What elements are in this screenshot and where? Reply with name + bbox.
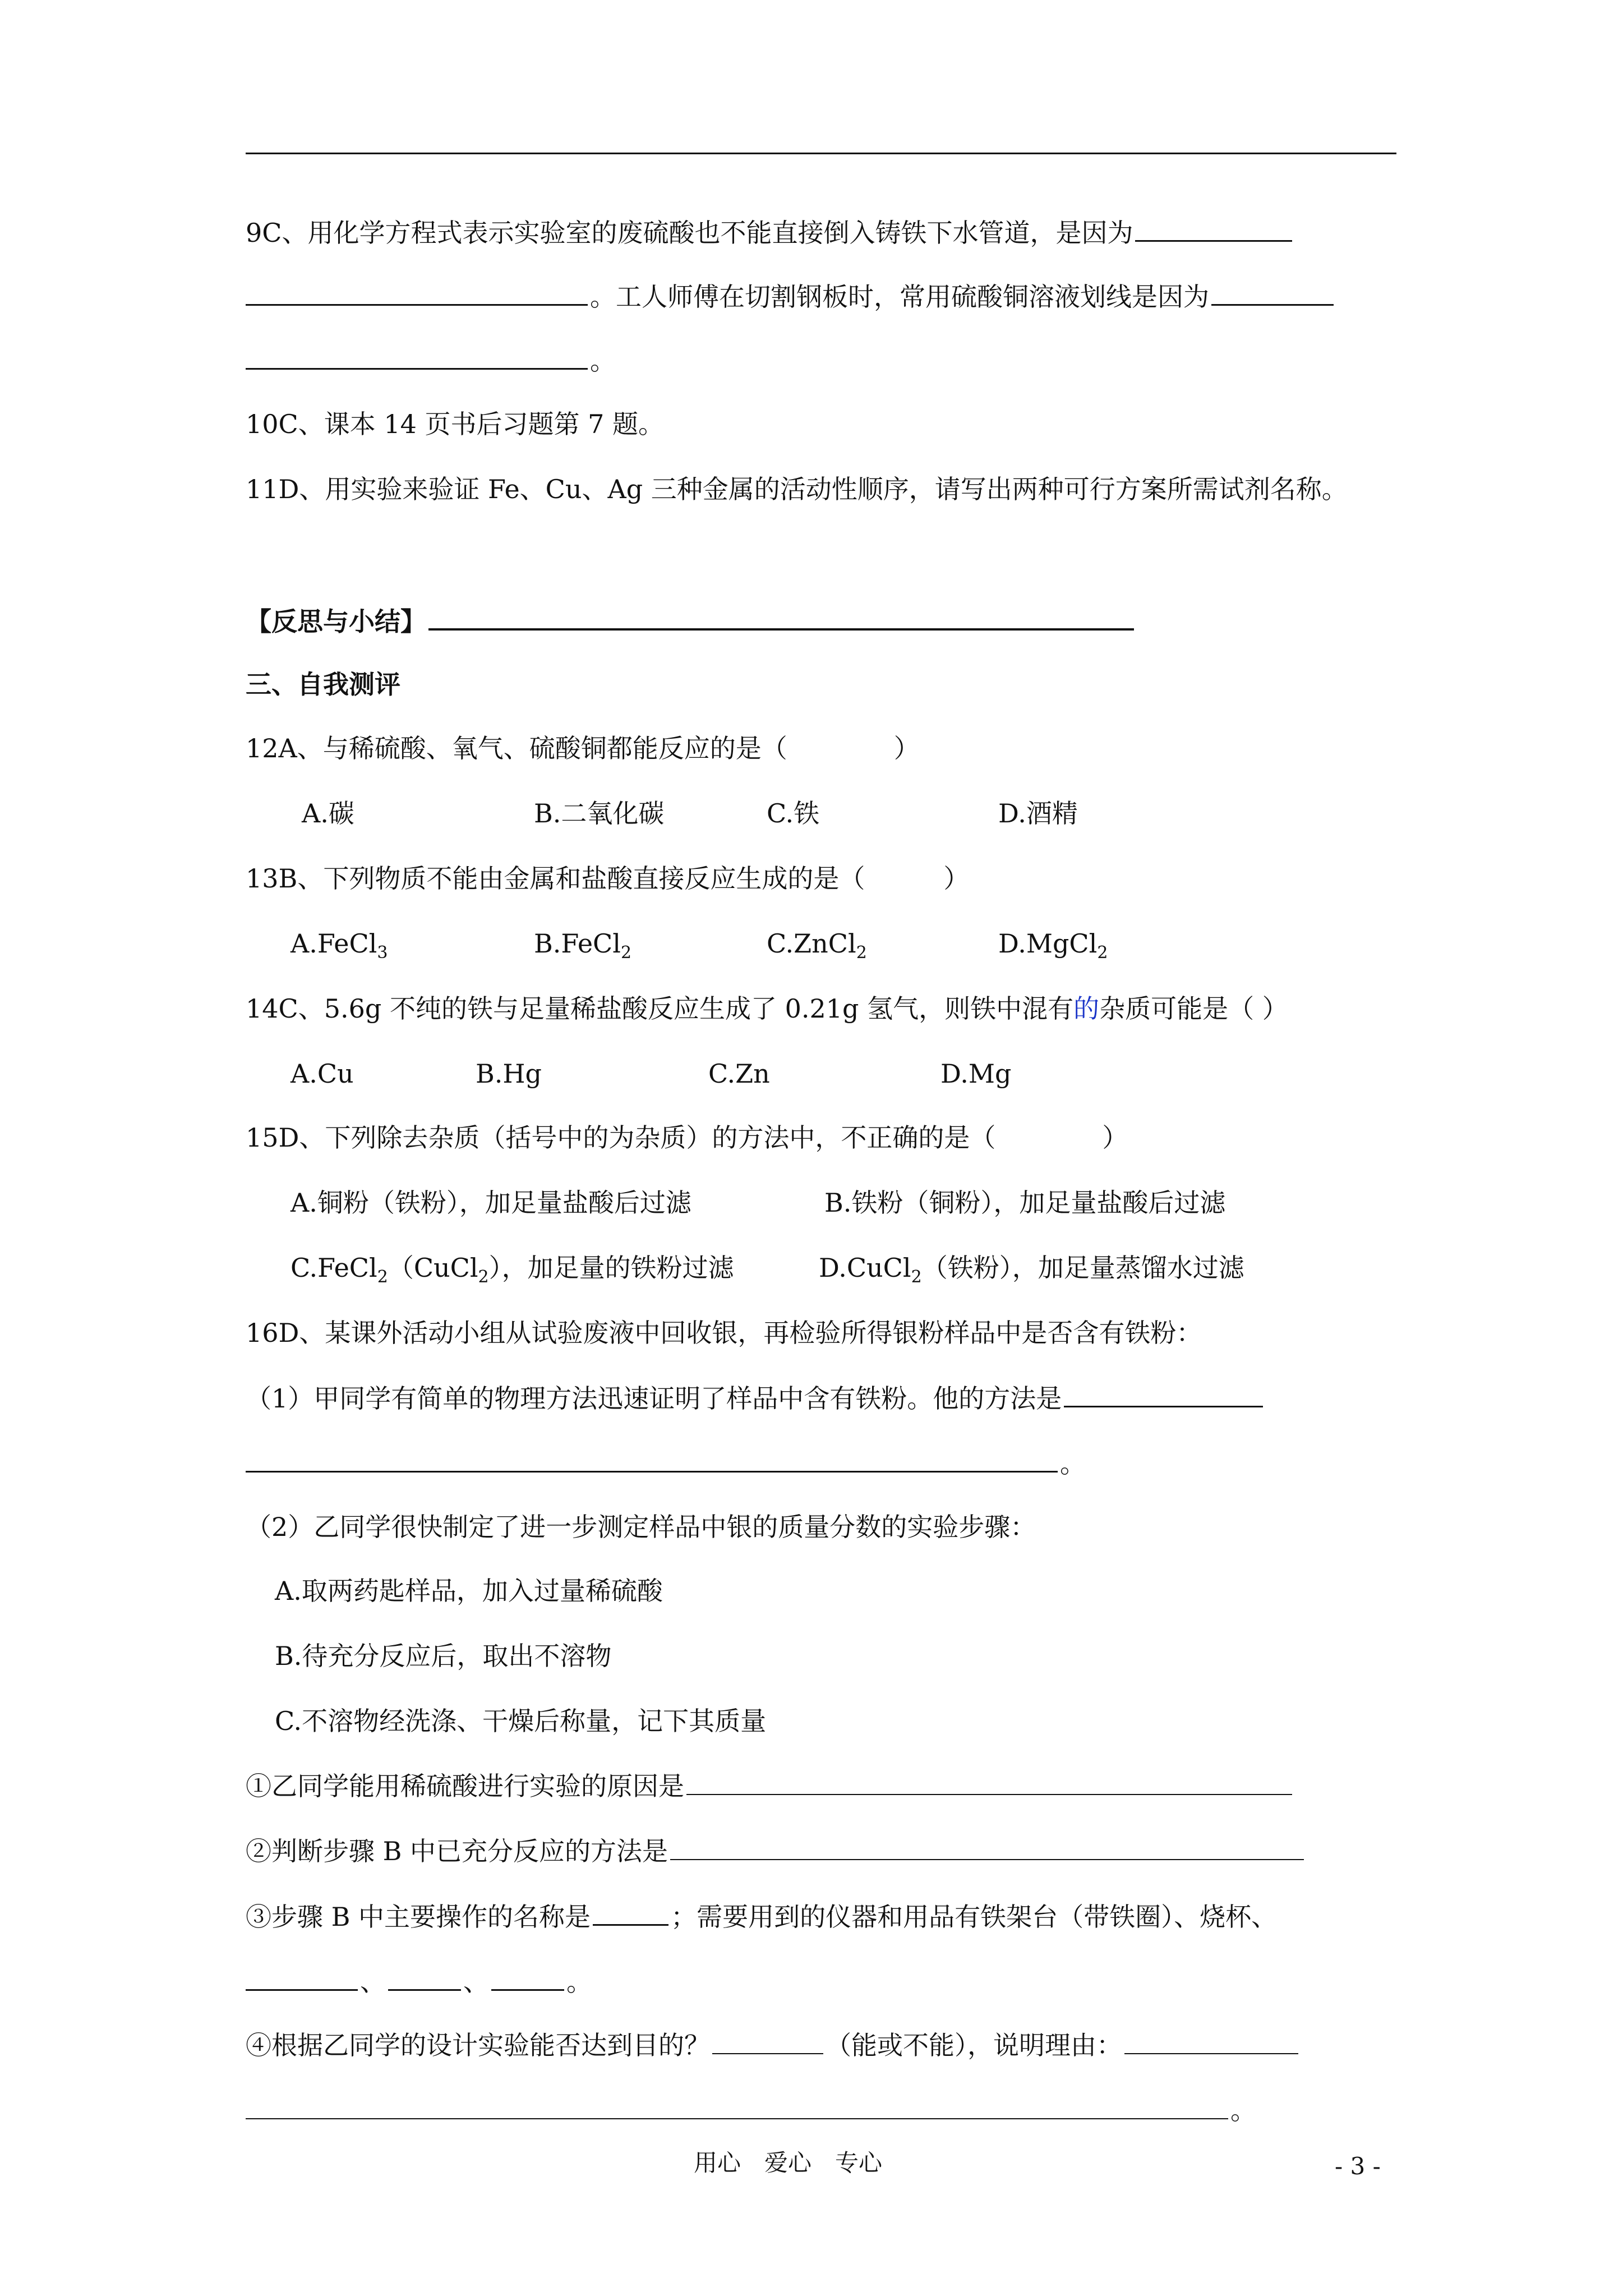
q16-sub1: ①乙同学能用稀硫酸进行实验的原因是 — [246, 1768, 1294, 1803]
q16-sub3-cont: 、 、 。 — [246, 1963, 592, 1999]
q15-option-b[interactable]: B.铁粉（铜粉），加足量盐酸后过滤 — [824, 1188, 1226, 1218]
q16-sub4: ④根据乙同学的设计实验能否达到目的？ （能或不能），说明理由： — [246, 2027, 1301, 2062]
q14-option-c[interactable]: C.Zn — [708, 1059, 770, 1089]
answer-blank[interactable] — [388, 1963, 461, 1991]
q15-option-d[interactable]: D.CuCl$_2$（铁粉），加足量蒸馏水过滤 — [819, 1253, 1244, 1287]
q12-stem: 12A、与稀硫酸、氧气、硫酸铜都能反应的是（ ） — [246, 733, 920, 763]
q9-line2: 。工人师傅在切割钢板时，常用硫酸铜溶液划线是因为 — [246, 278, 1336, 314]
answer-blank[interactable] — [246, 278, 588, 306]
section-3-heading: 三、自我测评 — [246, 669, 400, 700]
q12-option-c[interactable]: C.铁 — [767, 798, 820, 829]
q16-step-a: A.取两药匙样品，加入过量稀硫酸 — [275, 1576, 663, 1606]
answer-blank[interactable] — [1211, 278, 1334, 306]
answer-blank[interactable] — [593, 1898, 668, 1926]
q16-stem: 16D、某课外活动小组从试验废液中回收银，再检验所得银粉样品中是否含有铁粉： — [246, 1318, 1202, 1348]
answer-blank[interactable] — [246, 1963, 358, 1991]
q16-step-c: C.不溶物经洗涤、干燥后称量，记下其质量 — [275, 1706, 767, 1736]
q10: 10C、课本 14 页书后习题第 7 题。 — [246, 409, 665, 439]
answer-blank[interactable] — [1064, 1380, 1263, 1407]
q16-part2: （2）乙同学很快制定了进一步测定样品中银的质量分数的实验步骤： — [246, 1512, 1036, 1542]
answer-blank[interactable] — [686, 1768, 1292, 1795]
header-rule — [246, 153, 1396, 154]
q13-option-c[interactable]: C.ZnCl$_2$ — [767, 928, 867, 963]
answer-blank[interactable] — [246, 342, 588, 370]
q9-line1: 9C、用化学方程式表示实验室的废硫酸也不能直接倒入铸铁下水管道，是因为 — [246, 214, 1294, 250]
answer-blank[interactable] — [246, 1445, 1058, 1473]
reflection-blank[interactable] — [428, 602, 1134, 631]
q11: 11D、用实验来验证 Fe、Cu、Ag 三种金属的活动性顺序，请写出两种可行方案所需试剂名称。 — [246, 474, 1348, 504]
answer-blank[interactable] — [670, 1833, 1304, 1860]
answer-blank[interactable] — [712, 2027, 823, 2054]
q12-option-b[interactable]: B.二氧化碳 — [534, 798, 665, 829]
q15-stem: 15D、下列除去杂质（括号中的为杂质）的方法中，不正确的是（ ） — [246, 1122, 1128, 1153]
q13-option-d[interactable]: D.MgCl$_2$ — [998, 928, 1108, 963]
q14-stem: 14C、5.6g 不纯的铁与足量稀盐酸反应生成了 0.21g 氢气，则铁中混有的杂质可能是（ ） — [246, 993, 1288, 1024]
q13-stem: 13B、下列物质不能由金属和盐酸直接反应生成的是（ ） — [246, 863, 970, 894]
answer-blank[interactable] — [1124, 2027, 1298, 2054]
q16-step-b: B.待充分反应后，取出不溶物 — [275, 1641, 612, 1671]
q16-part1-cont: 。 — [246, 1445, 1086, 1480]
q16-part1: （1）甲同学有简单的物理方法迅速证明了样品中含有铁粉。他的方法是 — [246, 1380, 1265, 1415]
q14-option-a[interactable]: A.Cu — [291, 1059, 354, 1089]
answer-blank[interactable] — [491, 1963, 564, 1991]
answer-blank[interactable] — [1135, 214, 1292, 242]
q16-sub4-cont: 。 — [246, 2092, 1256, 2127]
q9-line3: 。 — [246, 342, 616, 378]
page-number: - 3 - — [1335, 2152, 1381, 2180]
q12-option-d[interactable]: D.酒精 — [998, 798, 1078, 829]
q13-option-b[interactable]: B.FeCl$_2$ — [534, 928, 632, 963]
q15-option-a[interactable]: A.铜粉（铁粉），加足量盐酸后过滤 — [291, 1188, 691, 1218]
q15-option-c[interactable]: C.FeCl$_2$（CuCl$_2$），加足量的铁粉过滤 — [291, 1253, 734, 1287]
reflection-heading: 【反思与小结】 — [246, 602, 1136, 638]
q16-sub2: ②判断步骤 B 中已充分反应的方法是 — [246, 1833, 1306, 1868]
q12-option-a[interactable]: A.碳 — [302, 798, 354, 829]
footer-motto: 用心 爱心 专心 — [694, 2149, 883, 2177]
q16-sub3: ③步骤 B 中主要操作的名称是 ；需要用到的仪器和用品有铁架台（带铁圈）、烧杯、 — [246, 1898, 1277, 1934]
q14-option-d[interactable]: D.Mg — [940, 1059, 1012, 1089]
answer-blank[interactable] — [246, 2092, 1228, 2119]
q14-option-b[interactable]: B.Hg — [476, 1059, 542, 1089]
q13-option-a[interactable]: A.FeCl$_3$ — [291, 928, 388, 963]
